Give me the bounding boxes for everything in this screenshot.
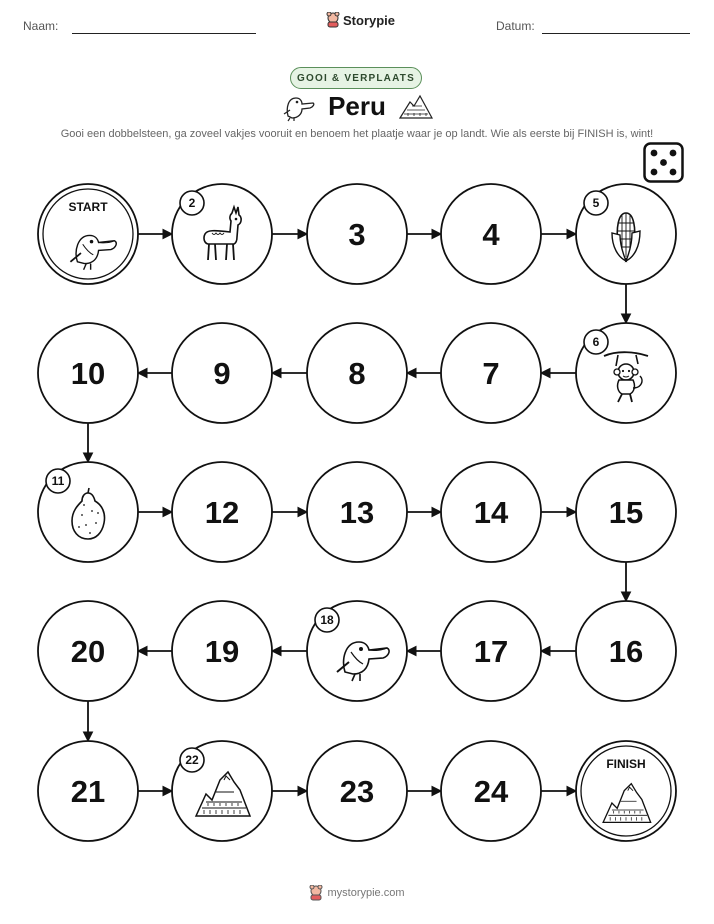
cell-number: 13 <box>339 495 375 530</box>
board-cell-15 <box>576 462 676 562</box>
instructions-text: Gooi een dobbelsteen, ga zoveel vakjes vooruit en benoem het plaatje waar je op landt. Wie als eerste bij FINISH is, wint! <box>60 128 654 140</box>
storypie-mascot-icon <box>309 885 323 901</box>
board-cell-21 <box>38 741 138 841</box>
board-cell-16 <box>576 601 676 701</box>
cell-number: 9 <box>213 356 231 391</box>
cell-badge-number: 5 <box>592 196 600 210</box>
board-cell-23 <box>307 741 407 841</box>
board-cell-24 <box>441 741 541 841</box>
cell-label: START <box>68 200 108 214</box>
board-cell-17 <box>441 601 541 701</box>
cell-number: 8 <box>348 356 366 391</box>
board-cell-18 <box>307 601 407 701</box>
cell-badge-number: 2 <box>188 196 196 210</box>
cell-number: 24 <box>473 774 509 809</box>
cell-circle <box>38 184 138 284</box>
cell-number: 15 <box>608 495 644 530</box>
board-cell-7 <box>441 323 541 423</box>
cell-number: 4 <box>482 217 500 252</box>
cell-number: 10 <box>70 356 106 391</box>
board-cell-12 <box>172 462 272 562</box>
cell-badge-number: 11 <box>51 474 65 488</box>
cell-badge-number: 18 <box>320 613 334 627</box>
board-cell-20 <box>38 601 138 701</box>
board-cell-2 <box>172 184 272 284</box>
board-cell-4 <box>441 184 541 284</box>
cell-badge-number: 22 <box>185 753 199 767</box>
board-cell-19 <box>172 601 272 701</box>
board-cell-3 <box>307 184 407 284</box>
board-cell-25 <box>576 741 676 841</box>
board-cell-8 <box>307 323 407 423</box>
board-cell-11 <box>38 462 138 562</box>
cell-number: 19 <box>204 634 240 669</box>
board-cell-5 <box>576 184 676 284</box>
cell-number: 14 <box>473 495 509 530</box>
game-type-badge: GOOI & VERPLAATS <box>290 67 422 89</box>
date-label: Datum: <box>496 19 535 33</box>
cell-number: 23 <box>339 774 375 809</box>
cell-number: 3 <box>348 217 366 252</box>
cell-badge-number: 6 <box>592 335 600 349</box>
cell-number: 21 <box>70 774 106 809</box>
cell-label: FINISH <box>606 757 646 771</box>
board-cell-14 <box>441 462 541 562</box>
board-cell-9 <box>172 323 272 423</box>
board-cells <box>38 184 676 841</box>
cell-number: 17 <box>473 634 509 669</box>
board-cell-1 <box>38 184 138 284</box>
footer <box>0 885 714 901</box>
cell-number: 12 <box>204 495 240 530</box>
board-cell-10 <box>38 323 138 423</box>
page-title: Peru <box>328 91 386 121</box>
brand-name: Storypie <box>343 12 396 28</box>
footer-site: mystorypie.com <box>327 887 405 899</box>
name-label: Naam: <box>23 19 59 33</box>
cell-number: 7 <box>482 356 500 391</box>
board-cell-6 <box>576 323 676 423</box>
cell-number: 20 <box>70 634 106 669</box>
board-cell-22 <box>172 741 272 841</box>
board-cell-13 <box>307 462 407 562</box>
cell-number: 16 <box>608 634 644 669</box>
